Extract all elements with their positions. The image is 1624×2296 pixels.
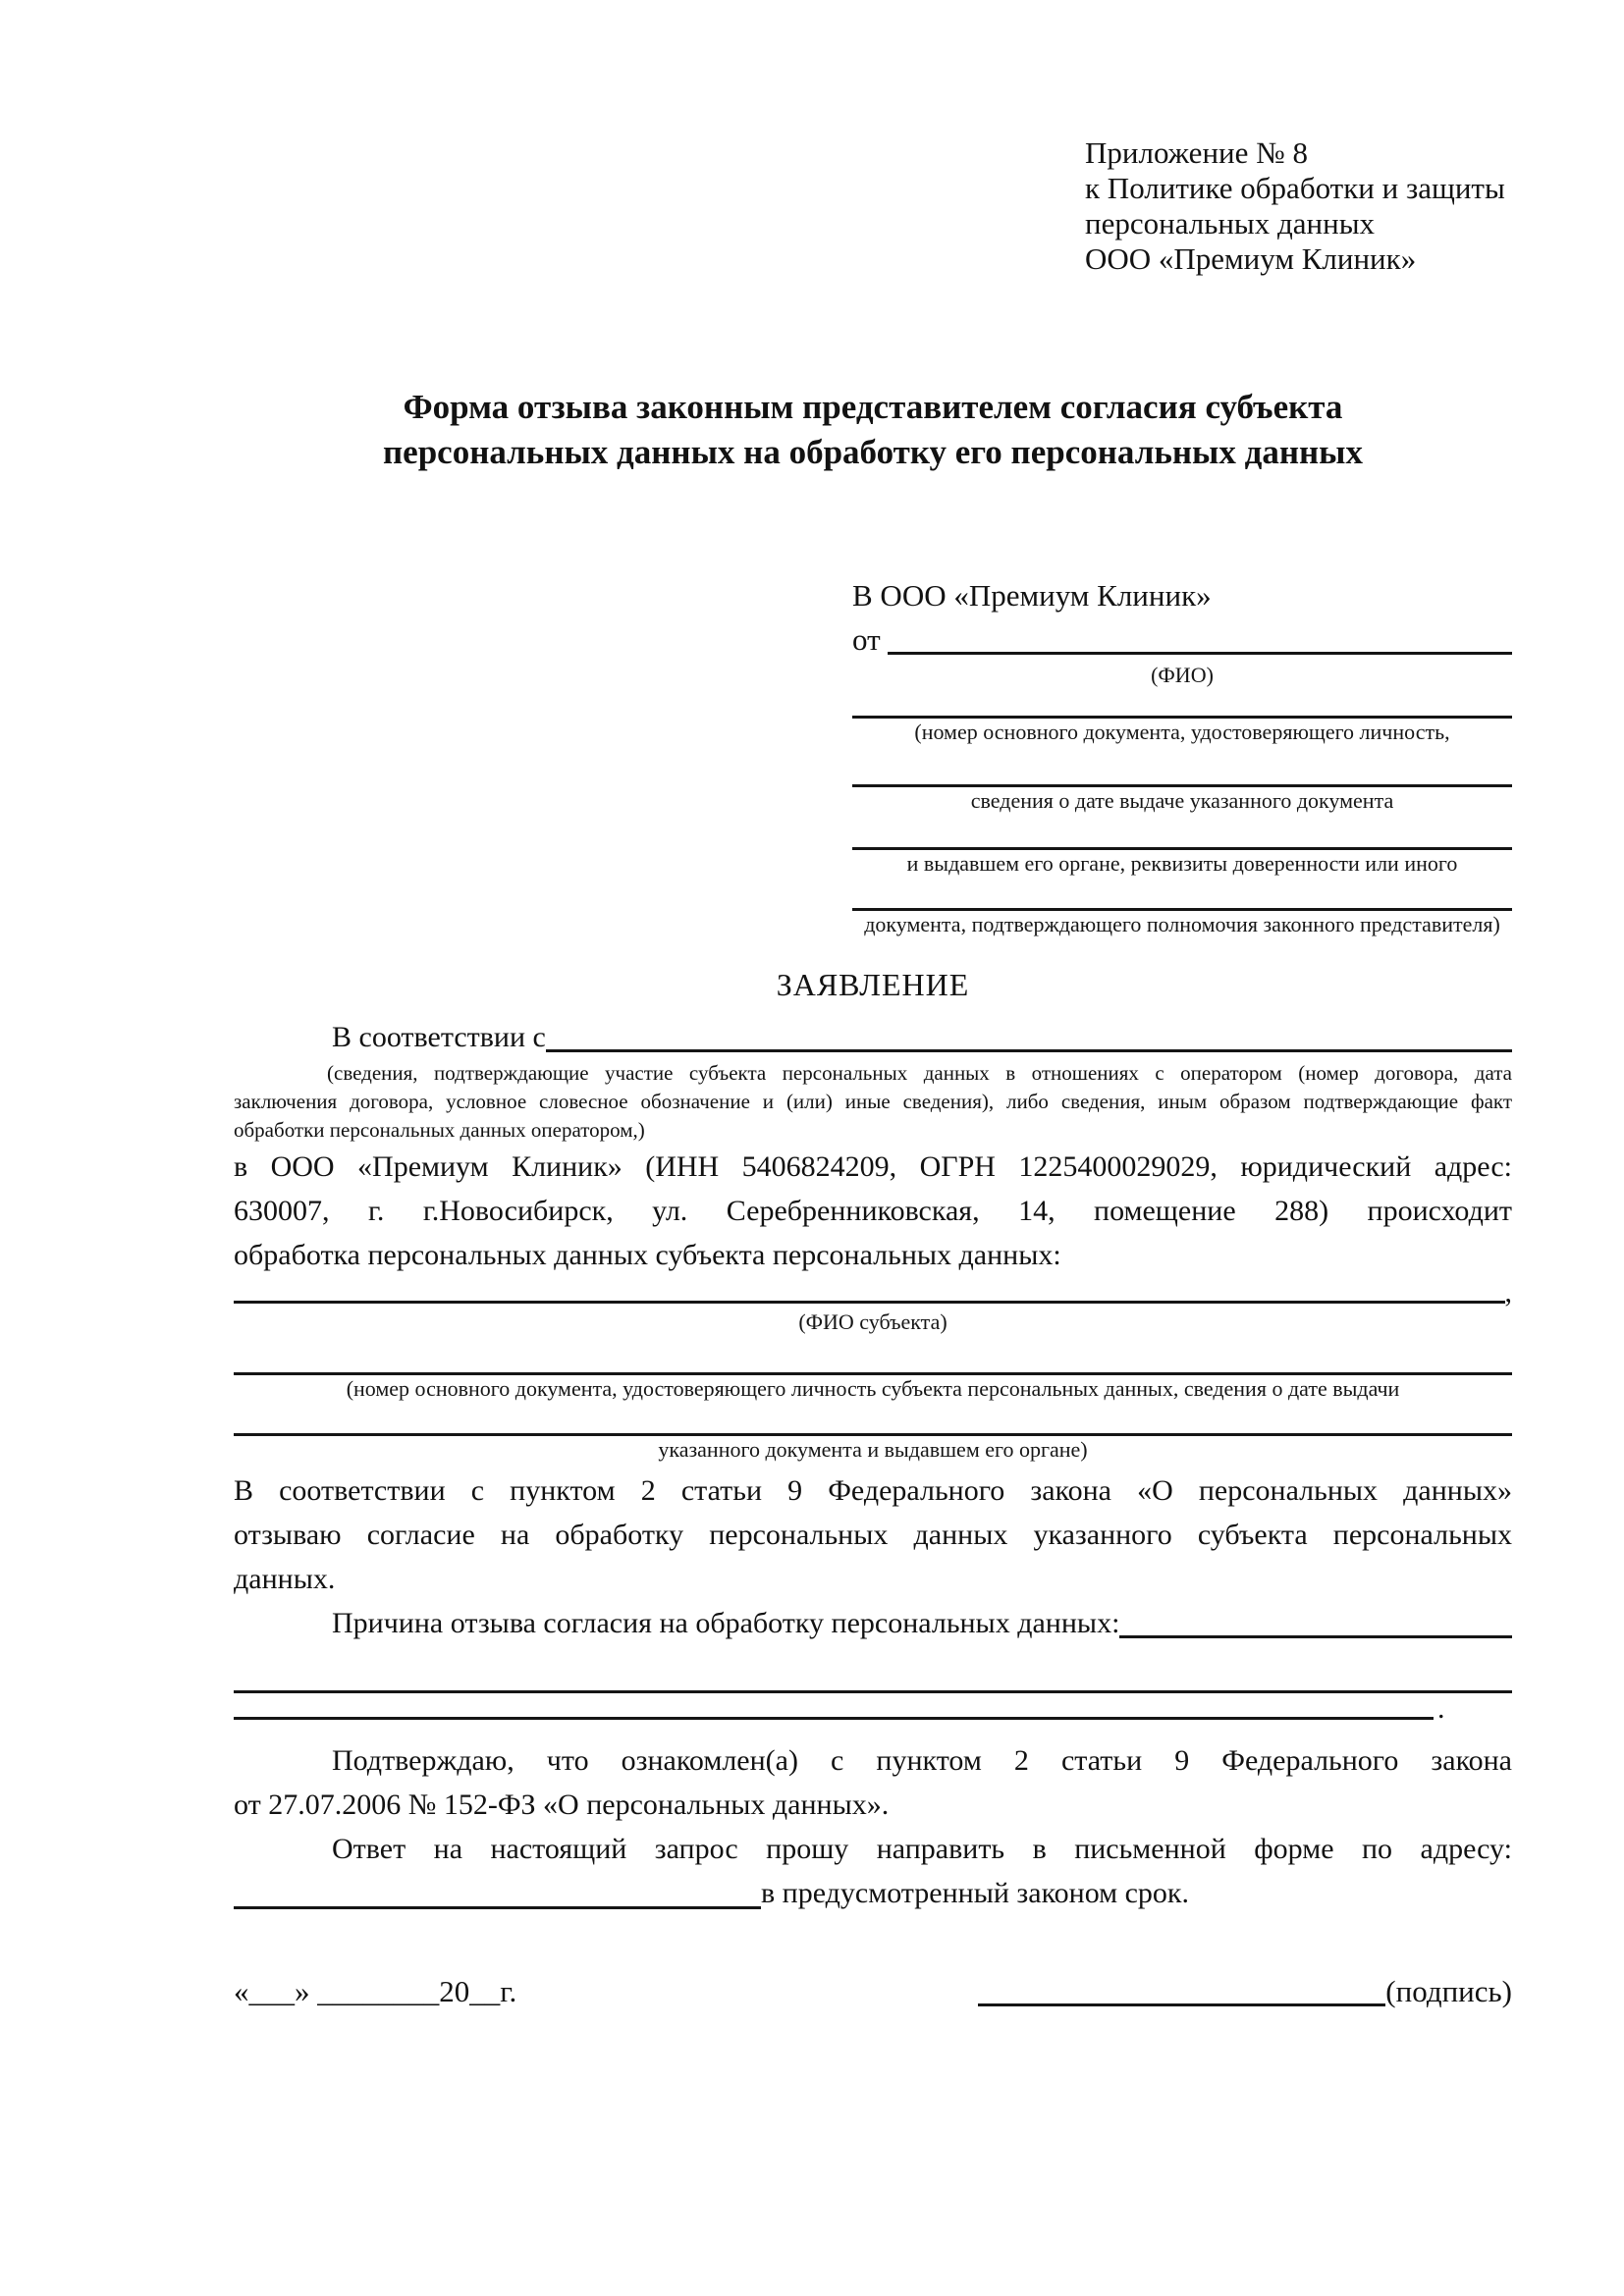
withdrawal-line: В соответствии с пунктом 2 статьи 9 Федерального закона «О персональных данных» bbox=[234, 1474, 1512, 1507]
response-line: Ответ на настоящий запрос прошу направить в письменной форме по адресу: bbox=[332, 1833, 1512, 1865]
response-address-row bbox=[234, 1871, 1512, 1915]
confirm-paragraph bbox=[234, 1738, 1512, 1827]
confirm-line: от 27.07.2006 № 152-ФЗ «О персональных данных». bbox=[234, 1789, 890, 1821]
accordance-label: В соответствии с bbox=[332, 1021, 546, 1053]
subject-comma: , bbox=[1504, 1276, 1512, 1308]
reason-blank-line-1[interactable] bbox=[234, 1645, 1512, 1693]
doc-caption: документа, подтверждающего полномочия законного представителя) bbox=[864, 912, 1500, 936]
signature-blank-field[interactable] bbox=[978, 2003, 1385, 2006]
blank-period: . bbox=[1437, 1692, 1445, 1725]
doc-caption: и выдавшем его органе, реквизиты доверенности или иного bbox=[906, 851, 1458, 876]
address-blank-field[interactable] bbox=[234, 1906, 761, 1909]
doc-number-blank-field[interactable] bbox=[852, 688, 1512, 719]
confirm-line: Подтверждаю, что ознакомлен(а) с пунктом 2 статьи 9 Федерального закона bbox=[332, 1744, 1512, 1777]
reason-row bbox=[234, 1601, 1512, 1645]
from-row bbox=[852, 617, 1512, 662]
statement-heading: ЗАЯВЛЕНИЕ bbox=[776, 967, 970, 1002]
withdrawal-line: данных. bbox=[234, 1563, 336, 1595]
footnote-line: обработки персональных данных оператором,) bbox=[234, 1118, 645, 1142]
from-label: от bbox=[852, 622, 889, 657]
appendix-line: ООО «Премиум Клиник» bbox=[1085, 241, 1417, 276]
response-suffix: в предусмотренный законом срок. bbox=[761, 1877, 1189, 1909]
addressee-block bbox=[852, 573, 1512, 937]
reason-label: Причина отзыва согласия на обработку персональных данных: bbox=[332, 1607, 1120, 1639]
title-line: персональных данных на обработку его персональных данных bbox=[383, 433, 1363, 471]
signature-group bbox=[978, 1969, 1512, 2013]
subject-doc-caption: указанного документа и выдавшем его органе) bbox=[658, 1437, 1088, 1462]
operator-paragraph bbox=[234, 1145, 1512, 1277]
document-title bbox=[234, 385, 1512, 475]
footnote-block bbox=[234, 1059, 1512, 1145]
operator-line: 630007, г. г.Новосибирск, ул. Серебренниковская, 14, помещение 288) происходит bbox=[234, 1195, 1512, 1227]
appendix-line: персональных данных bbox=[1085, 206, 1376, 240]
footnote-line: заключения договора, условное словесное обозначение и (или) иные сведения), либо сведения, иным образом подтверждающие факт bbox=[234, 1090, 1512, 1113]
subject-issuer-blank-field[interactable] bbox=[234, 1402, 1512, 1436]
signature-caption: (подпись) bbox=[1385, 1974, 1512, 2008]
subject-doc-caption: (номер основного документа, удостоверяющего личность субъекта персональных данных, сведения о дате выдачи bbox=[346, 1376, 1400, 1401]
doc-caption: сведения о дате выдаче указанного документа bbox=[970, 788, 1394, 813]
doc-date-blank-field[interactable] bbox=[852, 745, 1512, 787]
operator-line: обработка персональных данных субъекта персональных данных: bbox=[234, 1239, 1061, 1271]
footer-row bbox=[234, 1969, 1512, 2013]
accordance-row bbox=[234, 1015, 1512, 1059]
doc-caption: (номер основного документа, удостоверяющего личность, bbox=[914, 720, 1450, 744]
reason-blank-line-2[interactable] bbox=[234, 1717, 1434, 1720]
operator-line: в ООО «Премиум Клиник» (ИНН 5406824209, ОГРН 1225400029029, юридический адрес: bbox=[234, 1150, 1512, 1183]
footnote-line: (сведения, подтверждающие участие субъекта персональных данных в отношениях с оператором (номер договора, дата bbox=[327, 1061, 1512, 1085]
subject-fio-caption: (ФИО субъекта) bbox=[798, 1309, 947, 1334]
subject-fio-row bbox=[234, 1277, 1512, 1308]
subject-doc-blank-field[interactable] bbox=[234, 1335, 1512, 1375]
appendix-line: к Политике обработки и защиты bbox=[1085, 171, 1505, 205]
addressee-organization: В ООО «Премиум Клиник» bbox=[852, 578, 1212, 613]
date-line: «___» ________20__г. bbox=[234, 1974, 517, 2008]
fio-caption: (ФИО) bbox=[1151, 663, 1214, 687]
doc-issuer-blank-field[interactable] bbox=[852, 814, 1512, 850]
reason-blank-field[interactable] bbox=[1119, 1635, 1512, 1638]
appendix-line: Приложение № 8 bbox=[1085, 135, 1308, 170]
subject-fio-blank-field[interactable] bbox=[234, 1301, 1505, 1304]
accordance-blank-field[interactable] bbox=[546, 1049, 1512, 1052]
appendix-block bbox=[1085, 135, 1512, 277]
fio-blank-field[interactable] bbox=[888, 652, 1512, 655]
doc-authority-blank-field[interactable] bbox=[852, 877, 1512, 911]
reason-blank-line-2-row bbox=[234, 1693, 1512, 1725]
title-line: Форма отзыва законным представителем согласия субъекта bbox=[403, 388, 1343, 426]
withdrawal-paragraph bbox=[234, 1468, 1512, 1601]
withdrawal-line: отзываю согласие на обработку персональных данных указанного субъекта персональных bbox=[234, 1519, 1512, 1551]
response-paragraph bbox=[234, 1827, 1512, 1871]
